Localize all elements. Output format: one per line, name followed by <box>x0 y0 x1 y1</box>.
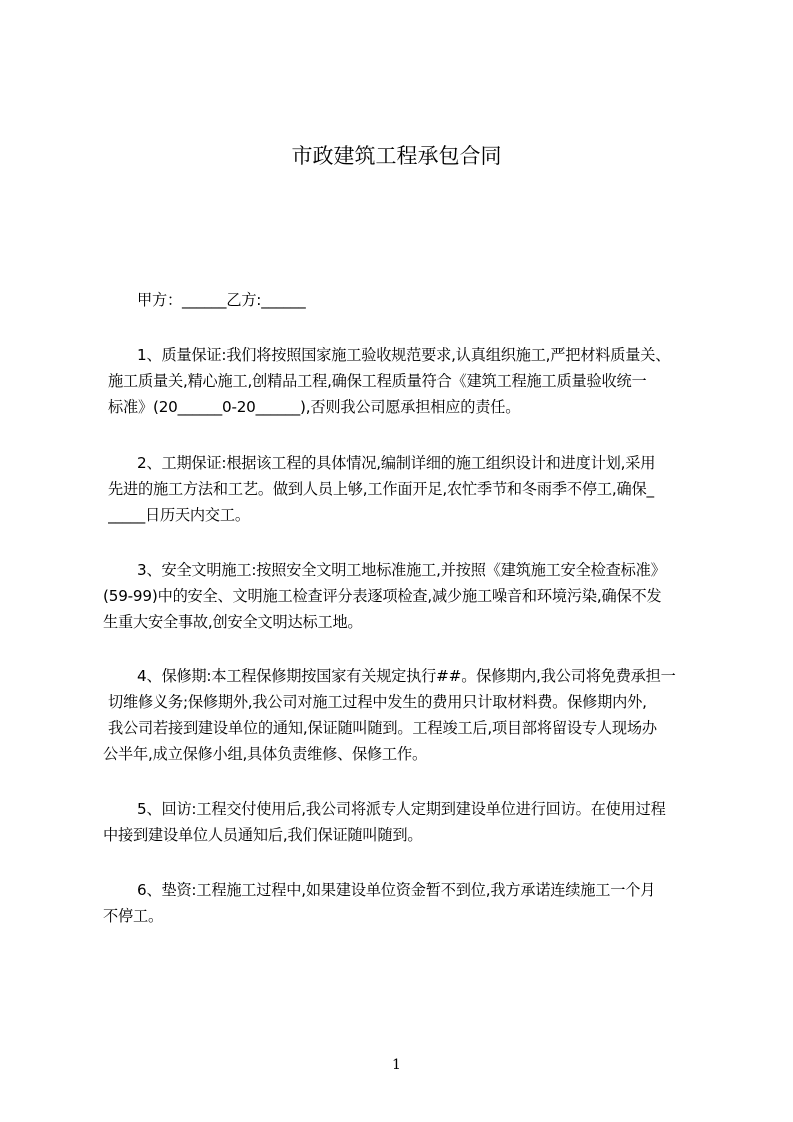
clause-line: 5、回访:工程交付使用后,我公司将派专人定期到建设单位进行回访。在使用过程 <box>137 800 666 818</box>
clause-line: 切维修义务;保修期外,我公司对施工过程中发生的费用只计取材料费。保修期内外, <box>108 693 647 711</box>
clause-line: 先进的施工方法和工艺。做到人员上够,工作面开足,农忙季节和冬雨季不停工,确保_ <box>108 480 654 498</box>
clause-line: (59-99)中的安全、文明施工检查评分表逐项检查,减少施工噪音和环境污染,确保不发 <box>103 587 662 605</box>
clause-line: 6、垫资:工程施工过程中,如果建设单位资金暂不到位,我方承诺连续施工一个月 <box>137 881 656 899</box>
page-number: 1 <box>392 1057 401 1073</box>
clause-line: 2、工期保证:根据该工程的具体情况,编制详细的施工组织设计和进度计划,采用 <box>137 454 656 472</box>
parties-line: 甲方：______乙方:______ <box>137 291 306 309</box>
clause-line: 施工质量关,精心施工,创精品工程,确保工程质量符合《建筑工程施工质量验收统一 <box>108 372 647 390</box>
clause-line: 生重大安全事故,创安全文明达标工地。 <box>103 613 363 631</box>
page-title: 市政建筑工程承包合同 <box>291 144 502 168</box>
clause-line: 标准》(20______0-20______),否则我公司愿承担相应的责任。 <box>108 398 521 416</box>
clause-line: 公半年,成立保修小组,具体负责维修、保修工作。 <box>103 745 427 763</box>
clause-line: 1、质量保证:我们将按照国家施工验收规范要求,认真组织施工,严把材料质量关、 <box>137 346 671 364</box>
clause-line: 我公司若接到建设单位的通知,保证随叫随到。工程竣工后,项目部将留设专人现场办 <box>108 719 657 737</box>
clause-line: 4、保修期:本工程保修期按国家有关规定执行##。保修期内,我公司将免费承担一 <box>137 667 676 685</box>
clause-line: 3、安全文明施工:按照安全文明工地标准施工,并按照《建筑施工安全检查标准》 <box>137 561 666 579</box>
clause-line: 不停工。 <box>103 907 163 925</box>
clause-line: _____日历天内交工。 <box>108 506 250 524</box>
clause-line: 中接到建设单位人员通知后,我们保证随叫随到。 <box>103 826 423 844</box>
